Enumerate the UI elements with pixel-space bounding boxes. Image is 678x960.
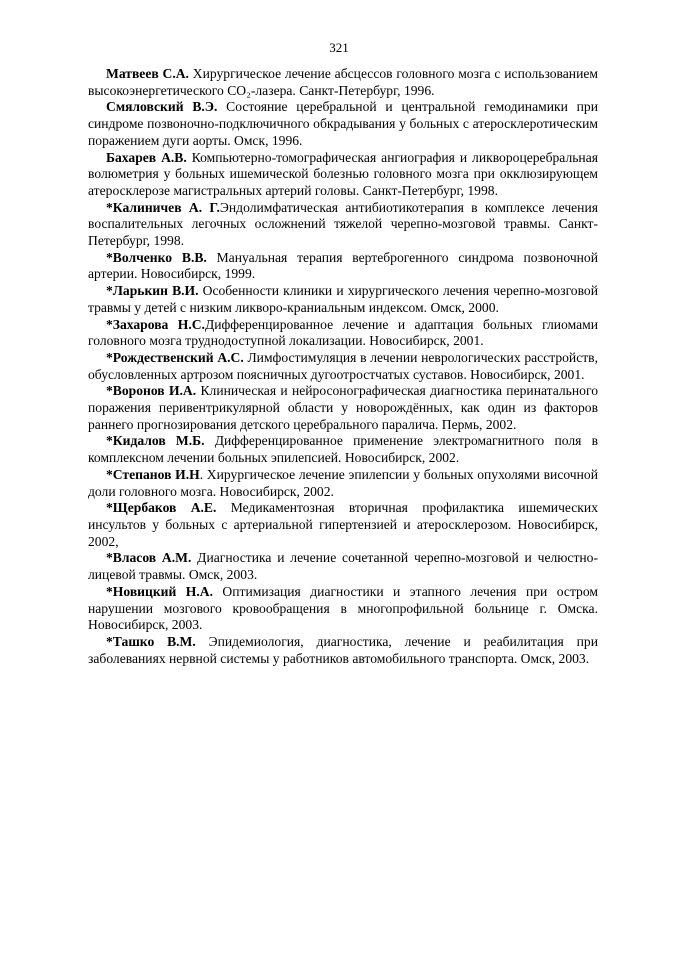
- bibliography-entry: [88, 99, 598, 149]
- entry-text: Хирургическое лечение абсцессов головного мозга с использованием высокоэнергетического СО₂-лазера. Санкт-Петербург, 1996.: [88, 66, 598, 98]
- entry-text: Клиническая и нейросонографическая диагностика перинатального поражения перивентрикулярной области у новорождённых, как один из факторов раннего прогнозирования детского церебрального паралича. Пермь, 2002.: [88, 383, 598, 432]
- entry-text: Медикаментозная вторичная профилактика ишемических инсультов у больных с артериальной гипертензией и атеросклерозом. Новосибирск, 2002,: [88, 500, 598, 549]
- entry-author: Матвеев С.А.: [106, 66, 189, 81]
- entry-text: Лимфостимуляция в лечении неврологических расстройств, обусловленных артрозом поясничных дугоотростчатых суставов. Новосибирск, 2001.: [88, 349, 598, 382]
- entry-text: Особенности клиники и хирургического лечения черепно-мозговой травмы у детей с низким ликворо-краниальным индексом. Омск, 2000.: [88, 283, 598, 315]
- entry-author: *Волченко В.В.: [106, 249, 207, 265]
- bibliography-entry: [88, 250, 598, 283]
- entry-author: Смяловский В.Э.: [106, 99, 218, 115]
- bibliography-entry: [88, 383, 598, 433]
- entry-text: Оптимизация диагностики и этапного лечения при остром нарушении мозгового кровообращения в многопрофильной больнице г. Омска. Новосибирск, 2003.: [88, 583, 598, 633]
- entry-author: *Захарова Н.С.: [106, 316, 205, 332]
- entry-author: *Щербаков А.Е.: [106, 500, 217, 516]
- bibliography-list: [88, 66, 598, 667]
- entry-text: Мануальная терапия вертеброгенного синдрома позвоночной артерии. Новосибирск, 1999.: [88, 249, 598, 282]
- bibliography-entry: [88, 634, 598, 667]
- entry-author: *Воронов И.А.: [106, 383, 197, 399]
- entry-text: Дифференцированное применение электромагнитного поля в комплексном лечении больных эпилепсией. Новосибирск, 2002.: [88, 433, 599, 466]
- page-number: 321: [329, 40, 349, 55]
- entry-text: . Хирургическое лечение эпилепсии у больных опухолями височной доли головного мозга. Новосибирск, 2002.: [88, 466, 598, 499]
- entry-author: *Новицкий Н.А.: [106, 583, 213, 599]
- bibliography-entry: [88, 350, 598, 383]
- entry-text: Состояние церебральной и центральной гемодинамики при синдроме позвоночно-подключичного обкрадывания у больных с атеросклеротическим поражением дуги аорты. Омск, 1996.: [88, 99, 598, 148]
- entry-author: *Калиничев А. Г.: [106, 199, 220, 215]
- entry-author: *Ларькин В.И.: [106, 283, 199, 299]
- bibliography-entry: [88, 317, 598, 350]
- entry-author: *Степанов И.Н: [106, 466, 200, 482]
- entry-text: Эндолимфатическая антибиотикотерапия в комплексе лечения воспалительных легочных осложнений тяжелой черепно-мозговой травмы. Санкт-Петербург, 1998.: [88, 199, 598, 249]
- bibliography-entry: [88, 550, 598, 583]
- entry-text: Эпидемиология, диагностика, лечение и реабилитация при заболеваниях нервной системы у работников автомобильного транспорта. Омск, 2003.: [88, 633, 598, 666]
- bibliography-entry: [88, 66, 598, 99]
- bibliography-entry: [88, 200, 598, 250]
- bibliography-entry: [88, 433, 598, 466]
- entry-text: Диагностика и лечение сочетанной черепно-мозговой и челюстно-лицевой травмы. Омск, 2003.: [88, 550, 598, 583]
- entry-author: *Власов А.М.: [106, 550, 192, 566]
- bibliography-entry: [88, 500, 598, 550]
- entry-author: *Ташко В.М.: [106, 633, 196, 649]
- bibliography-entry: [88, 584, 598, 634]
- entry-author: Бахарев А.В.: [106, 149, 187, 165]
- bibliography-entry: [88, 283, 598, 316]
- bibliography-entry: [88, 150, 598, 200]
- bibliography-entry: [88, 467, 598, 500]
- entry-author: *Рождественский А.С.: [106, 349, 244, 365]
- entry-text: Компьютерно-томографическая ангиография и ликвороцеребральная волюметрия у больных ишемической болезнью головного мозга при окклюзирующем атеросклерозе магистральных артерий головы. Санкт-Петербург, 1998.: [88, 149, 598, 198]
- entry-text: Дифференцированное лечение и адаптация больных глиомами головного мозга труднодоступной локализации. Новосибирск, 2001.: [88, 316, 598, 349]
- entry-author: *Кидалов М.Б.: [106, 433, 205, 449]
